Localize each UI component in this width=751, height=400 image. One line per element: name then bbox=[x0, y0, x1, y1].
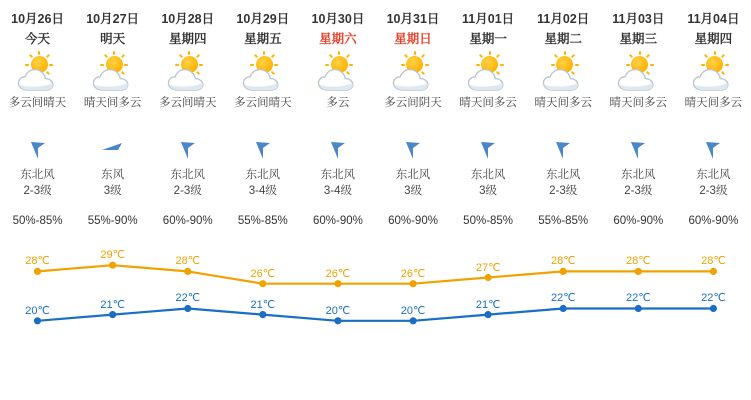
sun-behind-cloud-icon bbox=[390, 55, 436, 93]
wind-arrow-box bbox=[375, 133, 450, 167]
low-temp-point bbox=[560, 305, 567, 312]
high-temp-label: 26℃ bbox=[250, 267, 276, 280]
sun-ray-icon bbox=[175, 64, 179, 66]
low-temp-point bbox=[485, 311, 492, 318]
arrow-northeast-icon bbox=[400, 139, 426, 161]
low-temp-point bbox=[184, 305, 191, 312]
weather-icon-box bbox=[0, 53, 75, 95]
sun-behind-cloud-icon bbox=[690, 55, 736, 93]
low-temp-point bbox=[710, 305, 717, 312]
sun-behind-cloud-icon bbox=[90, 55, 136, 93]
humidity-value: 50%-85% bbox=[12, 215, 63, 227]
high-temp-label: 29℃ bbox=[100, 249, 125, 262]
weather-icon-box bbox=[225, 53, 300, 95]
arrow-northeast-icon bbox=[475, 139, 501, 161]
weather-icon-box bbox=[300, 53, 375, 95]
sun-ray-icon bbox=[38, 51, 40, 55]
forecast-weekday: 星期三 bbox=[619, 32, 658, 46]
high-temp-point bbox=[34, 268, 41, 275]
sun-ray-icon bbox=[401, 64, 405, 66]
cloud-icon bbox=[392, 68, 434, 92]
arrow-northeast-icon bbox=[25, 139, 51, 161]
low-temp-label: 21℃ bbox=[100, 298, 125, 311]
sun-ray-icon bbox=[714, 51, 716, 55]
forecast-weekday: 星期二 bbox=[544, 32, 582, 46]
arrow-northeast-icon bbox=[625, 139, 651, 161]
wind-direction: 东北风 bbox=[395, 169, 431, 181]
low-temp-label: 20℃ bbox=[325, 304, 351, 317]
humidity-value: 50%-85% bbox=[463, 215, 514, 227]
sun-ray-icon bbox=[338, 51, 340, 55]
weather-icon-box bbox=[676, 53, 751, 95]
low-temp-point bbox=[410, 317, 417, 324]
sun-ray-icon bbox=[639, 51, 641, 55]
arrow-northeast-icon bbox=[325, 139, 351, 161]
wind-direction: 东风 bbox=[101, 169, 125, 181]
forecast-days-row bbox=[0, 0, 751, 199]
sun-ray-icon bbox=[113, 51, 115, 55]
wind-arrow-box bbox=[300, 133, 375, 167]
sun-ray-icon bbox=[100, 64, 104, 66]
forecast-date: 10月26日 bbox=[11, 12, 64, 26]
forecast-date: 11月04日 bbox=[687, 12, 740, 26]
arrow-northeast-icon bbox=[250, 139, 276, 161]
wind-level: 3-4级 bbox=[323, 185, 352, 197]
weather-description: 晴天间多云 bbox=[534, 97, 592, 109]
wind-direction: 东北风 bbox=[470, 169, 506, 181]
wind-level: 3级 bbox=[103, 185, 122, 197]
sun-ray-icon bbox=[489, 51, 491, 55]
humidity-value: 60%-90% bbox=[312, 215, 363, 227]
sun-ray-icon bbox=[263, 51, 265, 55]
humidity-value: 55%-85% bbox=[237, 215, 288, 227]
temperature-chart bbox=[0, 231, 751, 341]
low-temp-label: 22℃ bbox=[550, 292, 576, 305]
wind-level: 3-4级 bbox=[248, 185, 277, 197]
wind-arrow-box bbox=[0, 133, 75, 167]
forecast-date: 10月29日 bbox=[236, 12, 290, 26]
low-temp-point bbox=[34, 317, 41, 324]
weather-description: 多云间晴天 bbox=[234, 97, 292, 109]
high-temp-point bbox=[334, 280, 341, 287]
high-temp-point bbox=[485, 274, 492, 281]
sun-ray-icon bbox=[414, 51, 416, 55]
sun-ray-icon bbox=[500, 64, 504, 66]
weather-icon-box bbox=[601, 53, 676, 95]
sun-behind-cloud-icon bbox=[15, 55, 61, 93]
high-temp-point bbox=[184, 268, 191, 275]
forecast-day-column bbox=[601, 0, 676, 199]
forecast-day-column bbox=[225, 0, 300, 199]
sun-ray-icon bbox=[476, 64, 480, 66]
weather-icon-box bbox=[451, 53, 526, 95]
forecast-day-column bbox=[75, 0, 150, 199]
cloud-icon bbox=[92, 68, 134, 92]
sun-ray-icon bbox=[701, 64, 705, 66]
weather-description: 多云间晴天 bbox=[8, 97, 67, 109]
high-temp-label: 27℃ bbox=[475, 261, 501, 274]
wind-arrow-box bbox=[601, 133, 676, 167]
humidity-value: 55%-90% bbox=[87, 215, 138, 227]
sun-ray-icon bbox=[425, 64, 429, 66]
high-temp-point bbox=[635, 268, 642, 275]
sun-ray-icon bbox=[325, 64, 329, 66]
sun-ray-icon bbox=[646, 54, 650, 58]
humidity-row bbox=[0, 215, 751, 227]
wind-arrow-box bbox=[526, 133, 601, 167]
high-temp-label: 28℃ bbox=[550, 255, 576, 268]
cloud-icon bbox=[617, 68, 659, 92]
sun-ray-icon bbox=[575, 64, 579, 66]
forecast-weekday: 星期六 bbox=[319, 32, 357, 46]
forecast-weekday: 明天 bbox=[100, 32, 126, 46]
forecast-weekday: 星期日 bbox=[394, 32, 432, 46]
sun-ray-icon bbox=[725, 64, 729, 66]
sun-ray-icon bbox=[124, 64, 128, 66]
sun-ray-icon bbox=[551, 64, 555, 66]
wind-direction: 东北风 bbox=[621, 169, 656, 181]
cloud-icon bbox=[467, 68, 509, 92]
sun-ray-icon bbox=[421, 54, 425, 58]
high-temp-label: 28℃ bbox=[626, 255, 651, 268]
low-temp-label: 22℃ bbox=[701, 292, 726, 305]
low-temp-label: 21℃ bbox=[475, 298, 501, 311]
forecast-weekday: 星期五 bbox=[244, 32, 282, 46]
forecast-weekday: 星期一 bbox=[469, 32, 507, 46]
wind-arrow-box bbox=[451, 133, 526, 167]
high-temp-point bbox=[560, 268, 567, 275]
wind-direction: 东北风 bbox=[170, 169, 205, 181]
wind-level: 3级 bbox=[404, 185, 422, 197]
sun-ray-icon bbox=[49, 64, 53, 66]
wind-level: 2-3级 bbox=[23, 185, 52, 197]
cloud-icon bbox=[17, 68, 59, 92]
sun-behind-cloud-icon bbox=[540, 55, 586, 93]
cloud-icon bbox=[692, 68, 734, 92]
forecast-weekday: 今天 bbox=[25, 32, 51, 46]
forecast-weekday: 星期四 bbox=[694, 32, 733, 46]
high-temp-line bbox=[38, 265, 714, 284]
arrow-northeast-icon bbox=[700, 139, 726, 161]
sun-ray-icon bbox=[349, 64, 353, 66]
forecast-weekday: 星期四 bbox=[168, 32, 207, 46]
high-temp-label: 28℃ bbox=[701, 255, 726, 268]
forecast-date: 10月27日 bbox=[86, 12, 140, 26]
low-temp-label: 22℃ bbox=[175, 292, 201, 305]
arrow-northeast-icon bbox=[175, 139, 201, 161]
low-temp-point bbox=[334, 317, 341, 324]
wind-level: 2-3级 bbox=[624, 185, 653, 197]
sun-ray-icon bbox=[496, 54, 500, 58]
weather-icon-box bbox=[150, 53, 225, 95]
sun-ray-icon bbox=[254, 54, 258, 58]
wind-direction: 东北风 bbox=[696, 169, 731, 181]
low-temp-label: 20℃ bbox=[25, 304, 50, 317]
high-temp-point bbox=[259, 280, 266, 287]
weather-description: 晴天间多云 bbox=[459, 97, 517, 109]
wind-arrow-box bbox=[225, 133, 300, 167]
cloud-icon bbox=[542, 68, 584, 92]
sun-ray-icon bbox=[626, 64, 630, 66]
arrow-west-icon bbox=[100, 139, 126, 161]
weather-icon-box bbox=[75, 53, 150, 95]
sun-ray-icon bbox=[564, 51, 566, 55]
high-temp-point bbox=[710, 268, 717, 275]
sun-ray-icon bbox=[250, 64, 254, 66]
sun-ray-icon bbox=[28, 54, 32, 58]
sun-ray-icon bbox=[571, 54, 575, 58]
sun-behind-cloud-icon bbox=[615, 55, 661, 93]
sun-ray-icon bbox=[721, 54, 725, 58]
sun-ray-icon bbox=[25, 64, 29, 66]
humidity-value: 60%-90% bbox=[162, 215, 213, 227]
sun-ray-icon bbox=[650, 64, 654, 66]
sun-behind-cloud-icon bbox=[315, 55, 361, 93]
wind-arrow-box bbox=[676, 133, 751, 167]
forecast-date: 11月02日 bbox=[537, 12, 590, 26]
forecast-date: 11月03日 bbox=[612, 12, 665, 26]
forecast-date: 10月31日 bbox=[386, 12, 440, 26]
wind-direction: 东北风 bbox=[245, 169, 281, 181]
sun-ray-icon bbox=[121, 54, 125, 58]
forecast-day-column bbox=[300, 0, 375, 199]
cloud-icon bbox=[242, 68, 284, 92]
arrow-northeast-icon bbox=[550, 139, 576, 161]
sun-behind-cloud-icon bbox=[165, 55, 211, 93]
forecast-date: 11月01日 bbox=[462, 12, 515, 26]
sun-ray-icon bbox=[45, 54, 49, 58]
high-temp-label: 28℃ bbox=[175, 255, 201, 268]
high-temp-point bbox=[109, 262, 116, 269]
low-temp-label: 21℃ bbox=[250, 298, 276, 311]
forecast-date: 10月30日 bbox=[311, 12, 365, 26]
forecast-day-column bbox=[676, 0, 751, 199]
forecast-day-column bbox=[375, 0, 450, 199]
low-temp-line bbox=[38, 309, 714, 321]
weather-description: 晴天间多云 bbox=[609, 97, 668, 109]
wind-direction: 东北风 bbox=[320, 169, 356, 181]
high-temp-label: 26℃ bbox=[325, 267, 351, 280]
forecast-date: 10月28日 bbox=[161, 12, 215, 26]
sun-ray-icon bbox=[271, 54, 275, 58]
weather-description: 多云间阴天 bbox=[384, 97, 442, 109]
humidity-value: 60%-90% bbox=[388, 215, 438, 227]
low-temp-label: 22℃ bbox=[626, 292, 651, 305]
wind-arrow-box bbox=[75, 133, 150, 167]
high-temp-point bbox=[410, 280, 417, 287]
humidity-value: 60%-90% bbox=[613, 215, 664, 227]
cloud-icon bbox=[317, 68, 359, 92]
humidity-value: 60%-90% bbox=[688, 215, 739, 227]
sun-ray-icon bbox=[196, 54, 200, 58]
sun-ray-icon bbox=[346, 54, 350, 58]
weather-description: 晴天间多云 bbox=[83, 97, 142, 109]
low-temp-label: 20℃ bbox=[400, 304, 426, 317]
weather-description: 晴天间多云 bbox=[684, 97, 743, 109]
high-temp-label: 28℃ bbox=[25, 255, 50, 268]
forecast-day-column bbox=[451, 0, 526, 199]
low-temp-point bbox=[259, 311, 266, 318]
sun-ray-icon bbox=[199, 64, 203, 66]
humidity-value: 55%-85% bbox=[538, 215, 589, 227]
low-temp-point bbox=[109, 311, 116, 318]
forecast-day-column bbox=[526, 0, 601, 199]
wind-level: 2-3级 bbox=[699, 185, 728, 197]
forecast-day-column bbox=[150, 0, 225, 199]
sun-ray-icon bbox=[274, 64, 278, 66]
weather-description: 多云 bbox=[326, 97, 350, 109]
wind-level: 2-3级 bbox=[173, 185, 202, 197]
weather-description: 多云间晴天 bbox=[158, 97, 217, 109]
wind-arrow-box bbox=[150, 133, 225, 167]
high-temp-label: 26℃ bbox=[400, 267, 426, 280]
sun-behind-cloud-icon bbox=[240, 55, 286, 93]
sun-ray-icon bbox=[179, 54, 183, 58]
wind-direction: 东北风 bbox=[545, 169, 581, 181]
low-temp-point bbox=[635, 305, 642, 312]
sun-ray-icon bbox=[104, 54, 108, 58]
sun-behind-cloud-icon bbox=[465, 55, 511, 93]
forecast-day-column bbox=[0, 0, 75, 199]
wind-direction: 东北风 bbox=[20, 169, 55, 181]
wind-level: 2-3级 bbox=[549, 185, 578, 197]
cloud-icon bbox=[167, 68, 209, 92]
weather-icon-box bbox=[375, 53, 450, 95]
weather-icon-box bbox=[526, 53, 601, 95]
sun-ray-icon bbox=[188, 51, 190, 55]
wind-level: 3级 bbox=[479, 185, 498, 197]
sun-ray-icon bbox=[329, 54, 333, 58]
